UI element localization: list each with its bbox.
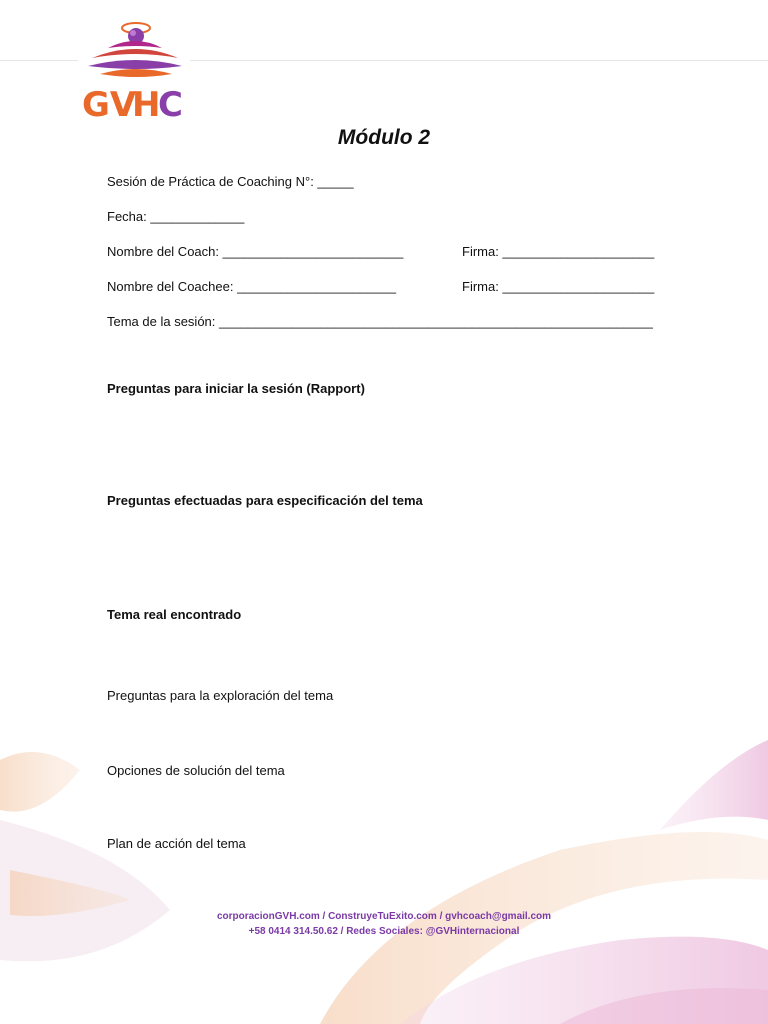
section-options: Opciones de solución del tema (107, 763, 285, 778)
session-topic-field[interactable]: Tema de la sesión: ____________________________________________________________ (107, 314, 653, 329)
coachee-signature-field[interactable]: Firma: _____________________ (462, 279, 655, 294)
coach-signature-field[interactable]: Firma: _____________________ (462, 244, 655, 259)
gvhc-logo (78, 14, 190, 126)
section-specification: Preguntas efectuadas para especificación del tema (107, 493, 423, 508)
coachee-name-field[interactable]: Nombre del Coachee: ______________________ (107, 279, 397, 294)
svg-text:GV: GV (82, 85, 137, 125)
date-field[interactable]: Fecha: _____________ (107, 209, 245, 224)
footer-phone-social-line: +58 0414 314.50.62 / Redes Sociales: @GVHinternacional (248, 926, 520, 937)
section-action-plan: Plan de acción del tema (107, 836, 246, 851)
coach-name-field[interactable]: Nombre del Coach: _________________________ (107, 244, 404, 259)
footer-contact-line: corporacionGVH.com / ConstruyeTuExito.com / gvhcoach@gmail.com (216, 911, 552, 922)
section-exploration: Preguntas para la exploración del tema (107, 688, 334, 703)
gvhc-logo-graphic (78, 14, 190, 126)
section-rapport: Preguntas para iniciar la sesión (Rapport) (107, 381, 365, 396)
svg-text:C: C (158, 85, 183, 125)
svg-text:H: H (132, 85, 161, 125)
session-number-field[interactable]: Sesión de Práctica de Coaching N°: _____ (107, 174, 354, 189)
background-swirl-decoration (0, 700, 768, 1024)
page-title: Módulo 2 (337, 126, 431, 149)
section-real-topic: Tema real encontrado (107, 607, 242, 622)
